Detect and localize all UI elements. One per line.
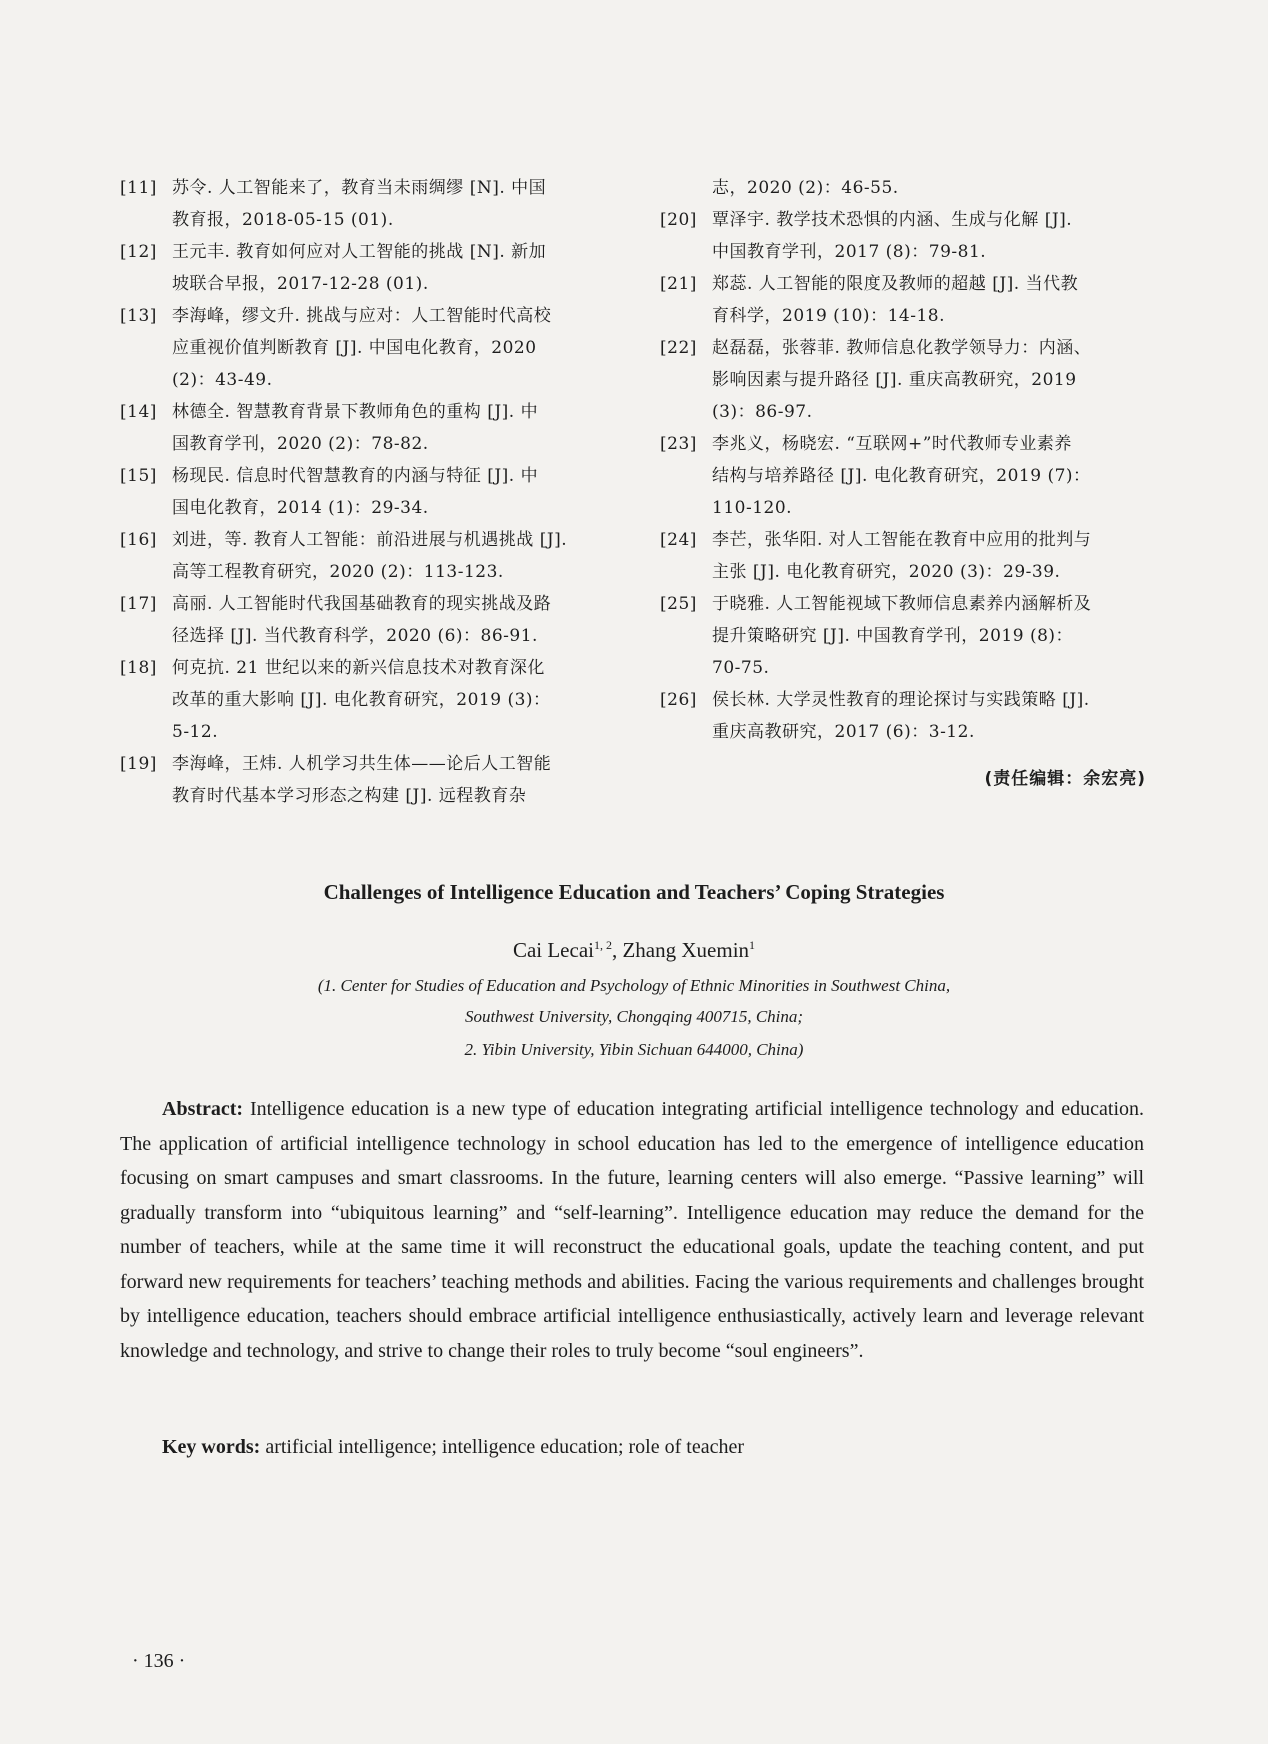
author-affiliation-marker: 1, 2 <box>593 938 612 952</box>
reference-number: [26] <box>660 690 697 710</box>
abstract-text: Intelligence education is a new type of education integrating artificial intelligence technology and education. The application of artificial intelligence technology in school education has led to the emergence of intelligence education focusing on smart campuses and smart classrooms. In the future, learning centers will also emerge. “Passive learning” will gradually transform into “ubiquitous learning” and “self-learning”. Intelligence education may reduce the demand for the number of teachers, while at the same time it will reconstruct the educational goals, update the teaching content, and put forward new requirements for teachers’ teaching methods and abilities. Facing the various requirements and challenges brought by intelligence education, teachers should embrace artificial intelligence enthusiastically, actively learn and leverage relevant knowledge and technology, and strive to change their roles to truly become “soul engineers”. <box>120 1098 1144 1362</box>
english-title: Challenges of Intelligence Education and Teachers’ Coping Strategies <box>323 880 945 904</box>
reference-number: [24] <box>660 530 697 550</box>
affiliation-line: 2. Yibin University, Yibin Sichuan 644000, China) <box>464 1040 804 1059</box>
author-separator: , <box>611 938 623 962</box>
reference-line: 苏令. 人工智能来了，教育当未雨绸缪 [N]. 中国 <box>172 178 547 198</box>
reference-item <box>660 204 1146 268</box>
keywords <box>162 1436 1142 1459</box>
reference-line: 育科学，2019 (10)：14-18. <box>712 306 945 326</box>
authors <box>0 938 1268 963</box>
abstract-label: Abstract: <box>162 1098 244 1120</box>
affiliation-line: (1. Center for Studies of Education and Psychology of Ethnic Minorities in Southwest China, <box>317 976 951 995</box>
reference-item <box>120 300 610 396</box>
reference-item <box>660 524 1146 588</box>
reference-number: [17] <box>120 594 157 614</box>
reference-line: 于晓雅. 人工智能视域下教师信息素养内涵解析及 <box>712 594 1092 614</box>
reference-line: 70-75. <box>712 658 770 678</box>
reference-line: 何克抗. 21 世纪以来的新兴信息技术对教育深化 <box>172 658 545 678</box>
reference-number: [20] <box>660 210 697 230</box>
reference-line: 中国教育学刊，2017 (8)：79-81. <box>712 242 987 262</box>
reference-number: [21] <box>660 274 697 294</box>
reference-line: 教育报，2018-05-15 (01). <box>172 210 394 230</box>
reference-item <box>660 268 1146 332</box>
reference-item <box>660 332 1146 428</box>
reference-line: 110-120. <box>712 498 793 518</box>
reference-line: 刘进，等. 教育人工智能：前沿进展与机遇挑战 [J]. <box>172 530 568 550</box>
author-name: Cai Lecai <box>512 938 594 962</box>
reference-item <box>120 748 610 812</box>
reference-line: 主张 [J]. 电化教育研究，2020 (3)：29-39. <box>712 562 1061 582</box>
author-affiliation-marker: 1 <box>749 938 756 952</box>
reference-number: [13] <box>120 306 157 326</box>
reference-number: [22] <box>660 338 697 358</box>
reference-continuation: 志，2020 (2)：46-55. <box>712 178 899 198</box>
reference-line: 李兆义，杨晓宏. “互联网+”时代教师专业素养 <box>712 434 1072 454</box>
reference-number: [19] <box>120 754 157 774</box>
responsible-editor: (责任编辑：余宏亮) <box>984 769 1146 789</box>
reference-line: 国电化教育，2014 (1)：29-34. <box>172 498 429 518</box>
reference-line: 高丽. 人工智能时代我国基础教育的现实挑战及路 <box>172 594 552 614</box>
reference-line: 赵磊磊，张蓉菲. 教师信息化教学领导力：内涵、 <box>712 338 1092 358</box>
reference-line: 坡联合早报，2017-12-28 (01). <box>172 274 429 294</box>
reference-number: [23] <box>660 434 697 454</box>
reference-line: 5-12. <box>172 722 219 742</box>
reference-line: 提升策略研究 [J]. 中国教育学刊，2019 (8)： <box>712 626 1074 646</box>
reference-item <box>120 396 610 460</box>
reference-item <box>120 236 610 300</box>
reference-line: 侯长林. 大学灵性教育的理论探讨与实践策略 [J]. <box>712 690 1090 710</box>
reference-item <box>660 588 1146 684</box>
reference-line: 教育时代基本学习形态之构建 [J]. 远程教育杂 <box>172 786 527 806</box>
reference-number: [25] <box>660 594 697 614</box>
reference-line: 应重视价值判断教育 [J]. 中国电化教育，2020 <box>172 338 537 358</box>
reference-number: [14] <box>120 402 157 422</box>
reference-number: [11] <box>120 178 157 198</box>
reference-line: (3)：86-97. <box>712 402 813 422</box>
references-right-column <box>660 172 1146 748</box>
reference-item <box>660 428 1146 524</box>
reference-line: 重庆高教研究，2017 (6)：3-12. <box>712 722 975 742</box>
reference-number: [18] <box>120 658 157 678</box>
reference-line: 覃泽宇. 教学技术恐惧的内涵、生成与化解 [J]. <box>712 210 1073 230</box>
reference-item <box>120 524 610 588</box>
reference-item <box>120 460 610 524</box>
reference-number: [12] <box>120 242 157 262</box>
reference-number: [16] <box>120 530 157 550</box>
reference-line: 李海峰，王炜. 人机学习共生体——论后人工智能 <box>172 754 552 774</box>
reference-line: 李海峰，缪文升. 挑战与应对：人工智能时代高校 <box>172 306 552 326</box>
reference-line: 林德全. 智慧教育背景下教师角色的重构 [J]. 中 <box>172 402 539 422</box>
abstract <box>120 1092 1144 1368</box>
references-left-column <box>120 172 610 812</box>
reference-item <box>120 588 610 652</box>
reference-item <box>120 652 610 748</box>
reference-line: 高等工程教育研究，2020 (2)：113-123. <box>172 562 504 582</box>
reference-item <box>120 172 610 236</box>
reference-line: 郑蕊. 人工智能的限度及教师的超越 [J]. 当代教 <box>712 274 1079 294</box>
reference-line: 杨现民. 信息时代智慧教育的内涵与特征 [J]. 中 <box>172 466 539 486</box>
affiliation-line: Southwest University, Chongqing 400715, China; <box>464 1007 804 1026</box>
author-name: Zhang Xuemin <box>622 938 750 962</box>
reference-line: (2)：43-49. <box>172 370 273 390</box>
reference-number: [15] <box>120 466 157 486</box>
keywords-label: Key words: <box>162 1436 261 1458</box>
reference-line: 影响因素与提升路径 [J]. 重庆高教研究，2019 <box>712 370 1077 390</box>
reference-line: 国教育学刊，2020 (2)：78-82. <box>172 434 429 454</box>
reference-line: 王元丰. 教育如何应对人工智能的挑战 [N]. 新加 <box>172 242 547 262</box>
reference-line: 结构与培养路径 [J]. 电化教育研究，2019 (7)： <box>712 466 1091 486</box>
reference-line: 改革的重大影响 [J]. 电化教育研究，2019 (3)： <box>172 690 551 710</box>
reference-item <box>660 684 1146 748</box>
reference-line: 李芒，张华阳. 对人工智能在教育中应用的批判与 <box>712 530 1092 550</box>
reference-line: 径选择 [J]. 当代教育科学，2020 (6)：86-91. <box>172 626 538 646</box>
keywords-text: artificial intelligence; intelligence education; role of teacher <box>260 1436 744 1458</box>
page-number: · 136 · <box>132 1650 186 1672</box>
